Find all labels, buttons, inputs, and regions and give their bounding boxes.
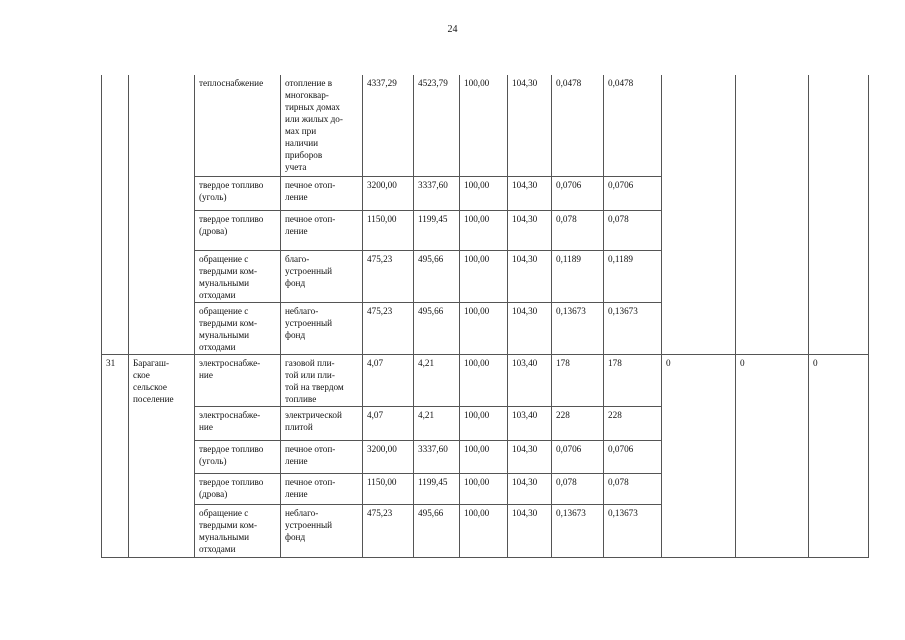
consumption-cell: отопление в многоквар- тирных домах или жилых до- мах при наличии приборов учета	[281, 75, 363, 176]
value-cell: 178	[552, 354, 604, 406]
value-cell: 4,21	[414, 354, 460, 406]
table-row	[102, 504, 869, 557]
value-cell: 0,13673	[604, 504, 662, 557]
table-row	[102, 250, 869, 302]
consumption-cell: благо- устроенный фонд	[281, 250, 363, 302]
service-cell: электроснабже- ние	[195, 406, 281, 440]
value-cell: 104,30	[508, 75, 552, 176]
value-cell: 100,00	[460, 406, 508, 440]
table-row	[102, 75, 869, 176]
value-cell: 1199,45	[414, 210, 460, 250]
value-cell: 100,00	[460, 176, 508, 210]
value-cell: 4,07	[363, 354, 414, 406]
service-cell: обращение с твердыми ком- мунальными отходами	[195, 504, 281, 557]
table-row	[102, 210, 869, 250]
value-cell: 0,1189	[604, 250, 662, 302]
table-row	[102, 473, 869, 504]
consumption-cell: электрической плитой	[281, 406, 363, 440]
value-cell: 3337,60	[414, 440, 460, 473]
settlement-cell	[129, 75, 195, 176]
value-cell: 178	[604, 354, 662, 406]
value-cell: 3200,00	[363, 176, 414, 210]
value-cell: 100,00	[460, 250, 508, 302]
value-cell: 104,30	[508, 250, 552, 302]
value-cell: 228	[604, 406, 662, 440]
value-cell: 104,30	[508, 504, 552, 557]
value-cell: 104,30	[508, 210, 552, 250]
value-cell: 103,40	[508, 406, 552, 440]
table-row	[102, 302, 869, 354]
value-cell: 100,00	[460, 504, 508, 557]
page-number: 24	[447, 24, 458, 35]
value-cell: 3200,00	[363, 440, 414, 473]
value-cell: 495,66	[414, 504, 460, 557]
value-cell: 0,1189	[552, 250, 604, 302]
value-cell: 104,30	[508, 176, 552, 210]
value-cell: 100,00	[460, 354, 508, 406]
value-cell: 0,13673	[604, 302, 662, 354]
consumption-cell: печное отоп- ление	[281, 210, 363, 250]
value-cell: 1199,45	[414, 473, 460, 504]
consumption-cell: неблаго- устроенный фонд	[281, 302, 363, 354]
value-cell: 495,66	[414, 302, 460, 354]
table-row	[102, 176, 869, 210]
index-cell: 31	[102, 354, 129, 406]
value-cell: 104,30	[508, 440, 552, 473]
value-cell: 0,0706	[552, 440, 604, 473]
value-cell: 0,13673	[552, 302, 604, 354]
value-cell: 0,0478	[604, 75, 662, 176]
consumption-cell: печное отоп- ление	[281, 440, 363, 473]
value-cell: 475,23	[363, 250, 414, 302]
value-cell: 4,21	[414, 406, 460, 440]
consumption-cell: газовой пли- той или пли- той на твердом топливе	[281, 354, 363, 406]
empty-cell	[809, 75, 869, 176]
service-cell: твердое топливо (уголь)	[195, 440, 281, 473]
value-cell: 4337,29	[363, 75, 414, 176]
value-cell: 100,00	[460, 440, 508, 473]
value-cell: 1150,00	[363, 210, 414, 250]
table-row	[102, 406, 869, 440]
index-cell	[102, 75, 129, 176]
value-cell: 0,0706	[604, 440, 662, 473]
value-cell: 0,078	[604, 473, 662, 504]
service-cell: электроснабже- ние	[195, 354, 281, 406]
table-row	[102, 440, 869, 473]
value-cell: 100,00	[460, 302, 508, 354]
value-cell: 3337,60	[414, 176, 460, 210]
value-cell: 100,00	[460, 473, 508, 504]
value-cell: 100,00	[460, 75, 508, 176]
service-cell: обращение с твердыми ком- мунальными отходами	[195, 250, 281, 302]
value-cell: 104,30	[508, 473, 552, 504]
value-cell: 475,23	[363, 504, 414, 557]
value-cell: 0,0706	[604, 176, 662, 210]
empty-cell	[736, 75, 809, 176]
value-cell: 104,30	[508, 302, 552, 354]
consumption-cell: печное отоп- ление	[281, 473, 363, 504]
value-cell: 0	[662, 354, 736, 406]
tariff-table	[101, 75, 869, 558]
service-cell: теплоснабжение	[195, 75, 281, 176]
value-cell: 228	[552, 406, 604, 440]
service-cell: твердое топливо (дрова)	[195, 473, 281, 504]
value-cell: 4,07	[363, 406, 414, 440]
service-cell: твердое топливо (дрова)	[195, 210, 281, 250]
value-cell: 0,078	[552, 473, 604, 504]
value-cell: 0,078	[604, 210, 662, 250]
value-cell: 475,23	[363, 302, 414, 354]
table-row	[102, 354, 869, 406]
value-cell: 1150,00	[363, 473, 414, 504]
value-cell: 495,66	[414, 250, 460, 302]
service-cell: обращение с твердыми ком- мунальными отходами	[195, 302, 281, 354]
value-cell: 0	[809, 354, 869, 406]
value-cell: 103,40	[508, 354, 552, 406]
empty-cell	[662, 75, 736, 176]
value-cell: 0,13673	[552, 504, 604, 557]
value-cell: 100,00	[460, 210, 508, 250]
value-cell: 0,0478	[552, 75, 604, 176]
value-cell: 4523,79	[414, 75, 460, 176]
consumption-cell: неблаго- устроенный фонд	[281, 504, 363, 557]
consumption-cell: печное отоп- ление	[281, 176, 363, 210]
settlement-name-cell: Барагаш- ское сельское поселение	[129, 354, 195, 406]
value-cell: 0	[736, 354, 809, 406]
value-cell: 0,0706	[552, 176, 604, 210]
value-cell: 0,078	[552, 210, 604, 250]
service-cell: твердое топливо (уголь)	[195, 176, 281, 210]
